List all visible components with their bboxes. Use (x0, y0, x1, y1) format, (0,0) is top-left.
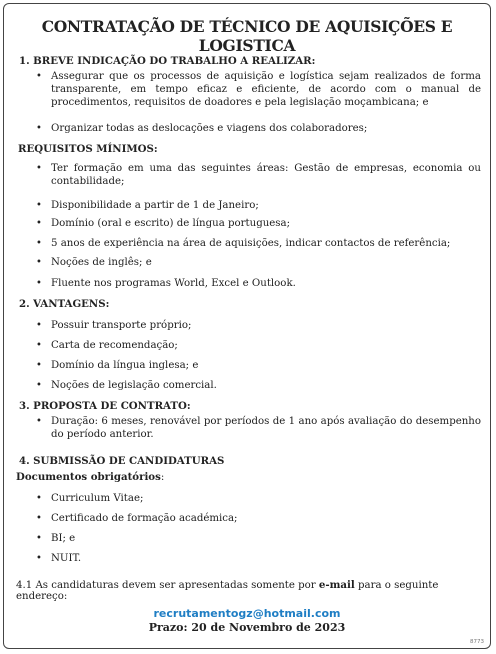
bullet-icon: • (36, 533, 42, 544)
section2-heading: 2. VANTAGENS: (19, 298, 110, 310)
notice-frame (3, 3, 491, 649)
bullet-icon: • (36, 278, 42, 289)
requisitos-item-6: Fluente nos programas World, Excel e Outlook. (51, 278, 296, 289)
section4-subheading (16, 471, 164, 483)
bullet-icon: • (36, 123, 42, 134)
requisitos-item-2: Disponibilidade a partir de 1 de Janeiro; (51, 200, 259, 211)
bullet-icon: • (36, 200, 42, 211)
bullet-icon: • (36, 360, 42, 371)
deadline-text: Prazo: 20 de Novembro de 2023 (148, 621, 346, 634)
submission-note-emphasis: e-mail (318, 579, 355, 591)
submission-note-prefix: 4.1 As candidaturas devem ser apresentadas somente por (16, 580, 319, 591)
bullet-icon: • (36, 320, 42, 331)
reference-code: 8773 (470, 639, 484, 645)
bullet-icon: • (36, 513, 42, 524)
section4-item-3: BI; e (51, 533, 76, 544)
section1-item-2: Organizar todas as deslocações e viagens dos colaboradores; (51, 123, 368, 134)
section2-item-4: Noções de legislação comercial. (51, 380, 217, 391)
bullet-icon: • (36, 380, 42, 391)
requisitos-item-4: 5 anos de experiência na área de aquisições, indicar contactos de referência; (51, 238, 451, 249)
bullet-icon: • (36, 340, 42, 351)
requisitos-item-3: Domínio (oral e escrito) de língua portuguesa; (51, 218, 291, 229)
section2-item-3: Domínio da língua inglesa; e (51, 360, 199, 371)
bullet-icon: • (36, 71, 42, 82)
section2-item-1: Possuir transporte próprio; (51, 320, 192, 331)
section1-heading: 1. BREVE INDICAÇÃO DO TRABALHO A REALIZAR: (19, 55, 316, 67)
requisitos-item-5: Noções de inglês; e (51, 257, 152, 268)
bullet-icon: • (36, 163, 42, 174)
section3-item-1: Duração: 6 meses, renovável por períodos de 1 ano após avaliação do desempenho do período anterior. (51, 416, 481, 441)
bullet-icon: • (36, 238, 42, 249)
section4-item-4: NUIT. (51, 553, 82, 564)
section1-item-1: Assegurar que os processos de aquisição e logística sejam realizados de forma transparente, em tempo eficaz e eficiente, de acordo com o manual de procedimentos, requisitos de doadores e pela legislação moçambicana; e (51, 71, 481, 109)
section3-heading: 3. PROPOSTA DE CONTRATO: (19, 400, 191, 412)
bullet-icon: • (36, 553, 42, 564)
submission-note-suffix: para o seguinte endereço: (16, 580, 439, 602)
section4-subheading-colon: : (160, 472, 165, 483)
bullet-icon: • (36, 218, 42, 229)
bullet-icon: • (36, 257, 42, 268)
requisitos-item-1: Ter formação em uma das seguintes áreas: Gestão de empresas, economia ou contabilidade; (51, 163, 481, 188)
section4-item-2: Certificado de formação académica; (51, 513, 238, 524)
requisitos-heading: REQUISITOS MÍNIMOS: (18, 143, 158, 155)
contact-email-link[interactable]: recrutamentogz@hotmail.com (153, 607, 341, 620)
bullet-icon: • (36, 493, 42, 504)
submission-note (16, 579, 490, 602)
section2-item-2: Carta de recomendação; (51, 340, 178, 351)
section4-subheading-text: Documentos obrigatórios (16, 471, 161, 483)
section4-heading: 4. SUBMISSÃO DE CANDIDATURAS (19, 455, 225, 467)
page-title: CONTRATAÇÃO DE TÉCNICO DE AQUISIÇÕES E LOGISTICA (41, 17, 453, 55)
bullet-icon: • (36, 416, 42, 427)
section4-item-1: Curriculum Vitae; (51, 493, 144, 504)
